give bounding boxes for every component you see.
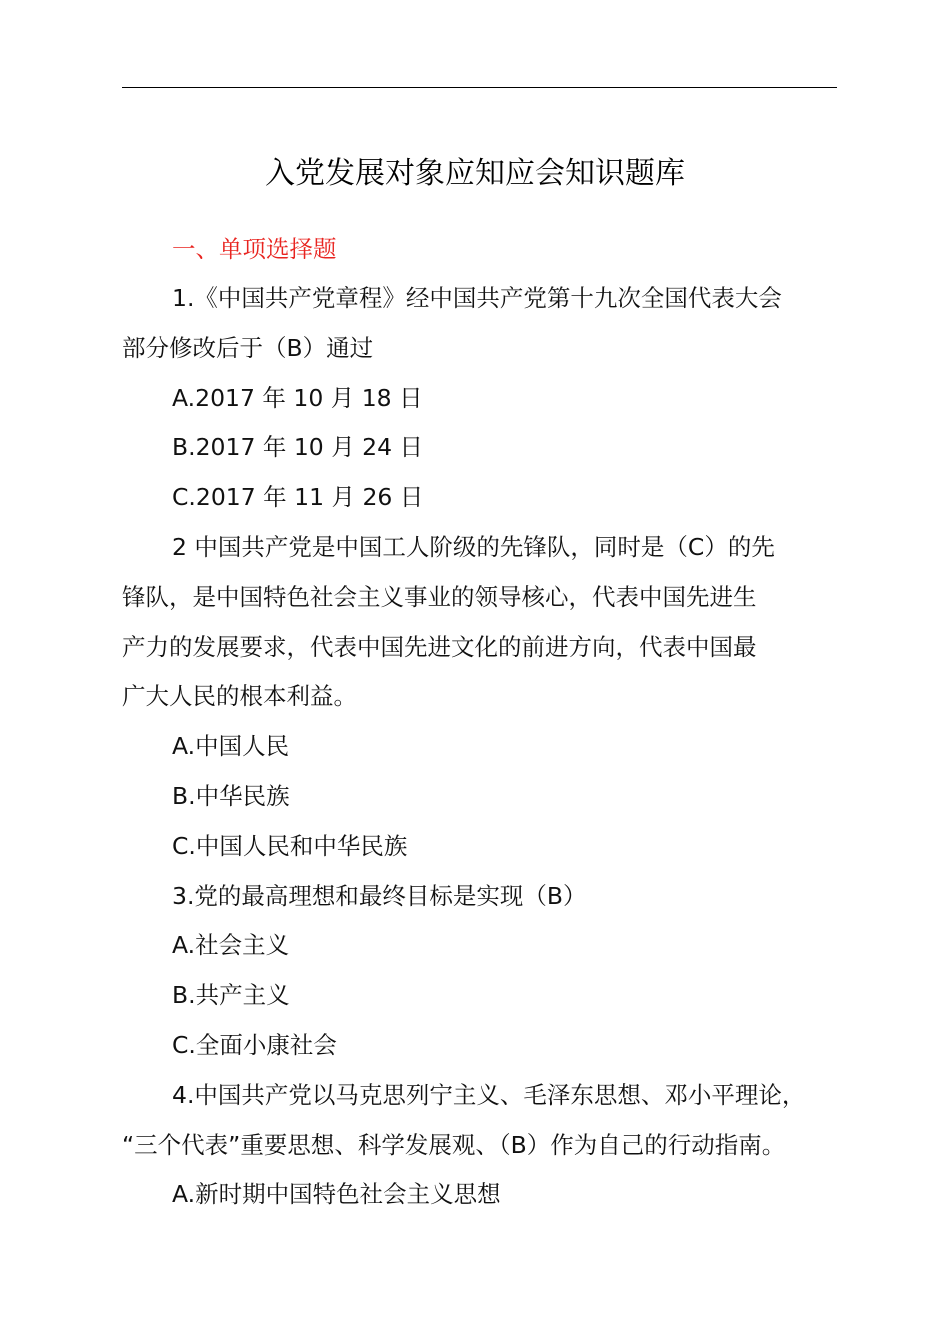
question-3-option-a: A.社会主义: [172, 931, 290, 960]
question-2-option-b: B.中华民族: [172, 781, 290, 810]
question-4-line-2: “三个代表”重要思想、科学发展观、（B）作为自己的行动指南。: [122, 1130, 786, 1159]
question-4-option-a: A.新时期中国特色社会主义思想: [172, 1180, 501, 1209]
question-2-line-4: 广大人民的根本利益。: [122, 682, 357, 711]
question-1-line-1: 1.《中国共产党章程》经中国共产党第十九次全国代表大会: [172, 284, 782, 312]
question-1: [122, 274, 842, 523]
question-3-line-1: 3.党的最高理想和最终目标是实现（B）: [172, 881, 587, 910]
header-rule: [122, 87, 837, 88]
section-heading: 一、单项选择题: [172, 235, 337, 263]
question-3-option-c: C.全面小康社会: [172, 1030, 337, 1059]
question-1-line-2: 部分修改后于（B）通过: [122, 333, 374, 362]
question-1-option-c: C.2017 年 11 月 26 日: [172, 483, 424, 512]
question-1-option-b: B.2017 年 10 月 24 日: [172, 433, 424, 462]
question-3-option-b: B.共产主义: [172, 981, 290, 1010]
question-2-line-3: 产力的发展要求，代表中国先进文化的前进方向，代表中国最: [122, 632, 757, 661]
page-title: 入党发展对象应知应会知识题库: [265, 156, 685, 191]
question-2-line-2: 锋队，是中国特色社会主义事业的领导核心，代表中国先进生: [122, 582, 757, 611]
question-1-option-a: A.2017 年 10 月 18 日: [172, 383, 423, 412]
question-2-line-1: 2 中国共产党是中国工人阶级的先锋队，同时是（C）的先: [172, 532, 775, 561]
question-list: [122, 274, 842, 1220]
question-4-line-1: 4.中国共产党以马克思列宁主义、毛泽东思想、邓小平理论，: [172, 1080, 806, 1109]
question-2-option-a: A.中国人民: [172, 732, 290, 761]
question-4: [122, 1071, 842, 1220]
question-2: [122, 523, 842, 872]
question-3: [122, 872, 842, 1071]
question-2-option-c: C.中国人民和中华民族: [172, 831, 408, 860]
